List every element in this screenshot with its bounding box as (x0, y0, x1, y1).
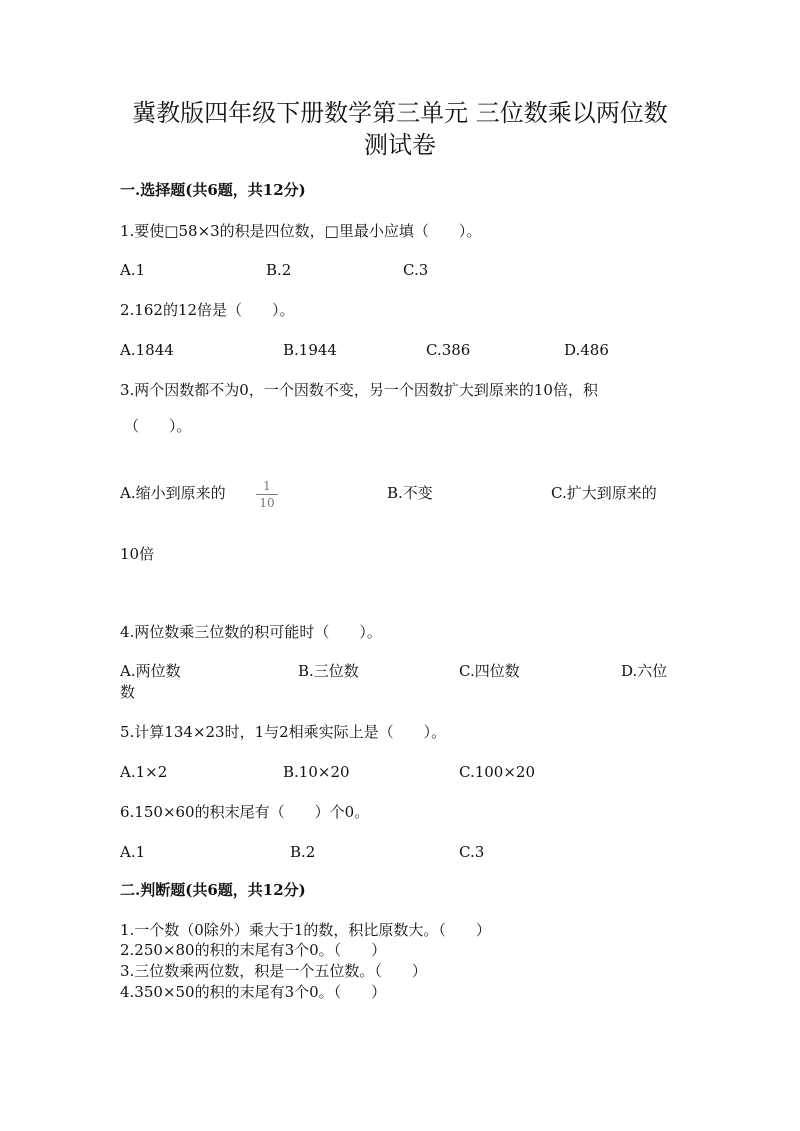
question-3-stem-line1: 3.两个因数都不为0，一个因数不变，另一个因数扩大到原来的10倍，积 (120, 381, 598, 399)
judgment-item-1: 1.一个数（0除外）乘大于1的数，积比原数大。（ ） (120, 921, 491, 939)
q3-option-b: B.不变 (387, 484, 433, 502)
fraction-bar (256, 494, 278, 495)
judgment-item-3: 3.三位数乘两位数，积是一个五位数。（ ） (120, 962, 427, 980)
fraction-denominator: 10 (259, 496, 275, 510)
page-title-line1: 冀教版四年级下册数学第三单元 三位数乘以两位数 (132, 99, 668, 127)
page-title-line2: 测试卷 (364, 131, 436, 159)
q4-option-b: B.三位数 (298, 662, 359, 680)
fraction-one-tenth (256, 480, 278, 510)
q6-option-b: B.2 (290, 843, 316, 861)
q6-option-a: A.1 (120, 843, 146, 861)
question-1-stem: 1.要使□58×3的积是四位数，□里最小应填（ ）。 (120, 222, 482, 240)
q4-option-d: D.六位 (621, 662, 668, 680)
fraction-numerator: 1 (263, 479, 271, 493)
q3-option-c-continued: 10倍 (120, 545, 155, 563)
question-2-stem: 2.162的12倍是（ ）。 (120, 301, 295, 319)
q4-option-a: A.两位数 (120, 662, 181, 680)
section-heading-choice: 一.选择题(共6题，共12分) (120, 181, 306, 199)
q6-option-c: C.3 (459, 843, 485, 861)
judgment-item-2: 2.250×80的积的末尾有3个0。（ ） (120, 941, 387, 959)
q1-option-c: C.3 (403, 261, 429, 279)
judgment-item-4: 4.350×50的积的末尾有3个0。（ ） (120, 983, 387, 1001)
q2-option-a: A.1844 (120, 341, 174, 359)
question-6-stem: 6.150×60的积末尾有（ ）个0。 (120, 803, 370, 821)
question-5-stem: 5.计算134×23时，1与2相乘实际上是（ ）。 (120, 723, 447, 741)
q5-option-a: A.1×2 (120, 763, 168, 781)
q5-option-c: C.100×20 (459, 763, 535, 781)
q3-option-c: C.扩大到原来的 (551, 484, 657, 502)
q4-option-c: C.四位数 (459, 662, 520, 680)
q2-option-b: B.1944 (283, 341, 337, 359)
question-3-stem-line2: （ ）。 (124, 417, 192, 435)
q5-option-b: B.10×20 (283, 763, 350, 781)
q3-option-a: A.缩小到原来的 (120, 484, 226, 502)
q2-option-c: C.386 (426, 341, 471, 359)
section-heading-judgment: 二.判断题(共6题，共12分) (120, 881, 306, 899)
q2-option-d: D.486 (564, 341, 609, 359)
q4-option-d-continued: 数 (120, 683, 136, 701)
q1-option-b: B.2 (266, 261, 292, 279)
question-4-stem: 4.两位数乘三位数的积可能时（ ）。 (120, 623, 382, 641)
q1-option-a: A.1 (120, 261, 146, 279)
